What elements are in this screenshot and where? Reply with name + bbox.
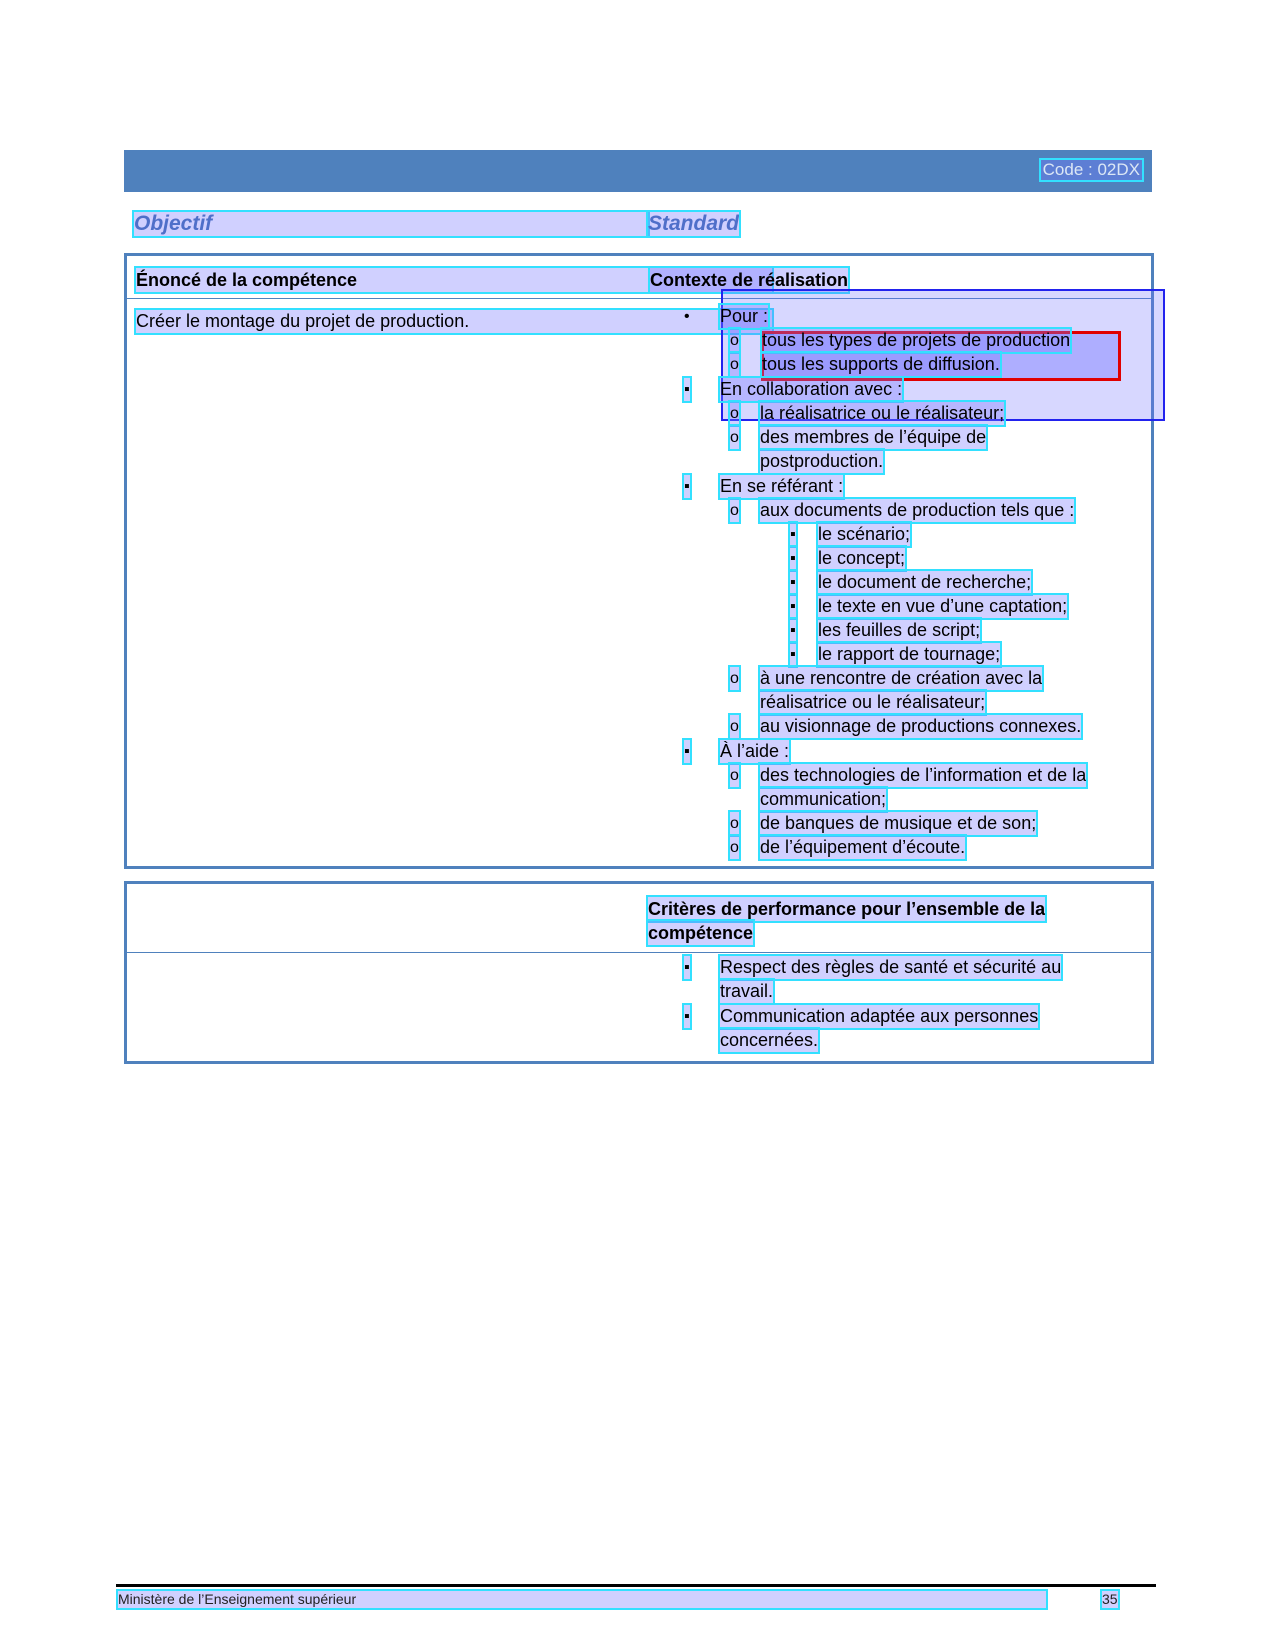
context-line: le texte en vue d’une captation; (818, 596, 1068, 616)
code-header-bar (124, 150, 1152, 192)
bullet-marker: ▪ (684, 740, 690, 763)
bullet-marker: o (730, 402, 739, 425)
bullet-marker: o (730, 499, 739, 522)
criteria-title-line1: Critères de performance pour l’ensemble de la (648, 899, 1046, 919)
context-line: postproduction. (760, 451, 884, 471)
bullet-marker: • (684, 308, 690, 325)
bullet-marker: ▪ (684, 956, 690, 979)
footer-rule (116, 1584, 1156, 1587)
criteria-divider (127, 952, 1151, 953)
bullet-marker: o (730, 426, 739, 449)
context-line: à une rencontre de création avec la (760, 668, 1043, 688)
context-line: tous les types de projets de production (762, 330, 1071, 350)
context-line: le scénario; (818, 524, 911, 544)
objectif-heading: Objectif (134, 212, 648, 236)
bullet-marker: o (730, 353, 739, 376)
criteria-line: Communication adaptée aux personnes (720, 1006, 1039, 1026)
context-line: le concept; (818, 548, 906, 568)
footer-ministry: Ministère de l’Enseignement supérieur (118, 1591, 1046, 1608)
context-line: les feuilles de script; (818, 620, 981, 640)
criteria-title-line2: compétence (648, 923, 754, 943)
context-line: de l’équipement d’écoute. (760, 837, 966, 857)
context-line: communication; (760, 789, 887, 809)
competence-title: Énoncé de la compétence (136, 268, 772, 292)
bullet-marker: o (730, 715, 739, 738)
criteria-line: concernées. (720, 1030, 819, 1050)
context-line: au visionnage de productions connexes. (760, 716, 1082, 736)
context-line: le rapport de tournage; (818, 644, 1001, 664)
bullet-marker: ▪ (790, 643, 796, 666)
standard-heading: Standard (648, 212, 740, 235)
context-line: la réalisatrice ou le réalisateur; (760, 403, 1005, 423)
context-line: À l’aide : (720, 741, 790, 761)
context-line: le document de recherche; (818, 572, 1032, 592)
context-line: Pour : (720, 306, 769, 326)
bullet-marker: o (730, 764, 739, 787)
context-line: tous les supports de diffusion. (762, 354, 1000, 374)
bullet-marker: ▪ (684, 1005, 690, 1028)
bullet-marker: o (730, 836, 739, 859)
criteria-line: Respect des règles de santé et sécurité au (720, 957, 1062, 977)
context-line: des membres de l’équipe de (760, 427, 987, 447)
bullet-marker: ▪ (790, 523, 796, 546)
context-line: En collaboration avec : (720, 379, 903, 399)
bullet-marker: ▪ (684, 475, 690, 498)
context-line: de banques de musique et de son; (760, 813, 1037, 833)
context-line: En se référant : (720, 476, 844, 496)
bullet-marker: ▪ (684, 378, 690, 401)
criteria-line: travail. (720, 981, 774, 1001)
page-number: 35 (1102, 1591, 1118, 1607)
bullet-marker: ▪ (790, 547, 796, 570)
context-line: aux documents de production tels que : (760, 500, 1075, 520)
bullet-marker: o (730, 812, 739, 835)
context-line: réalisatrice ou le réalisateur; (760, 692, 986, 712)
bullet-marker: o (730, 667, 739, 690)
bullet-marker: ▪ (790, 619, 796, 642)
bullet-marker: ▪ (790, 595, 796, 618)
bullet-marker: o (730, 329, 739, 352)
competency-code: Code : 02DX (1042, 160, 1140, 179)
context-title: Contexte de réalisation (650, 270, 849, 290)
competence-statement: Créer le montage du projet de production. (136, 310, 772, 333)
context-line: des technologies de l’information et de la (760, 765, 1087, 785)
bullet-marker: ▪ (790, 571, 796, 594)
